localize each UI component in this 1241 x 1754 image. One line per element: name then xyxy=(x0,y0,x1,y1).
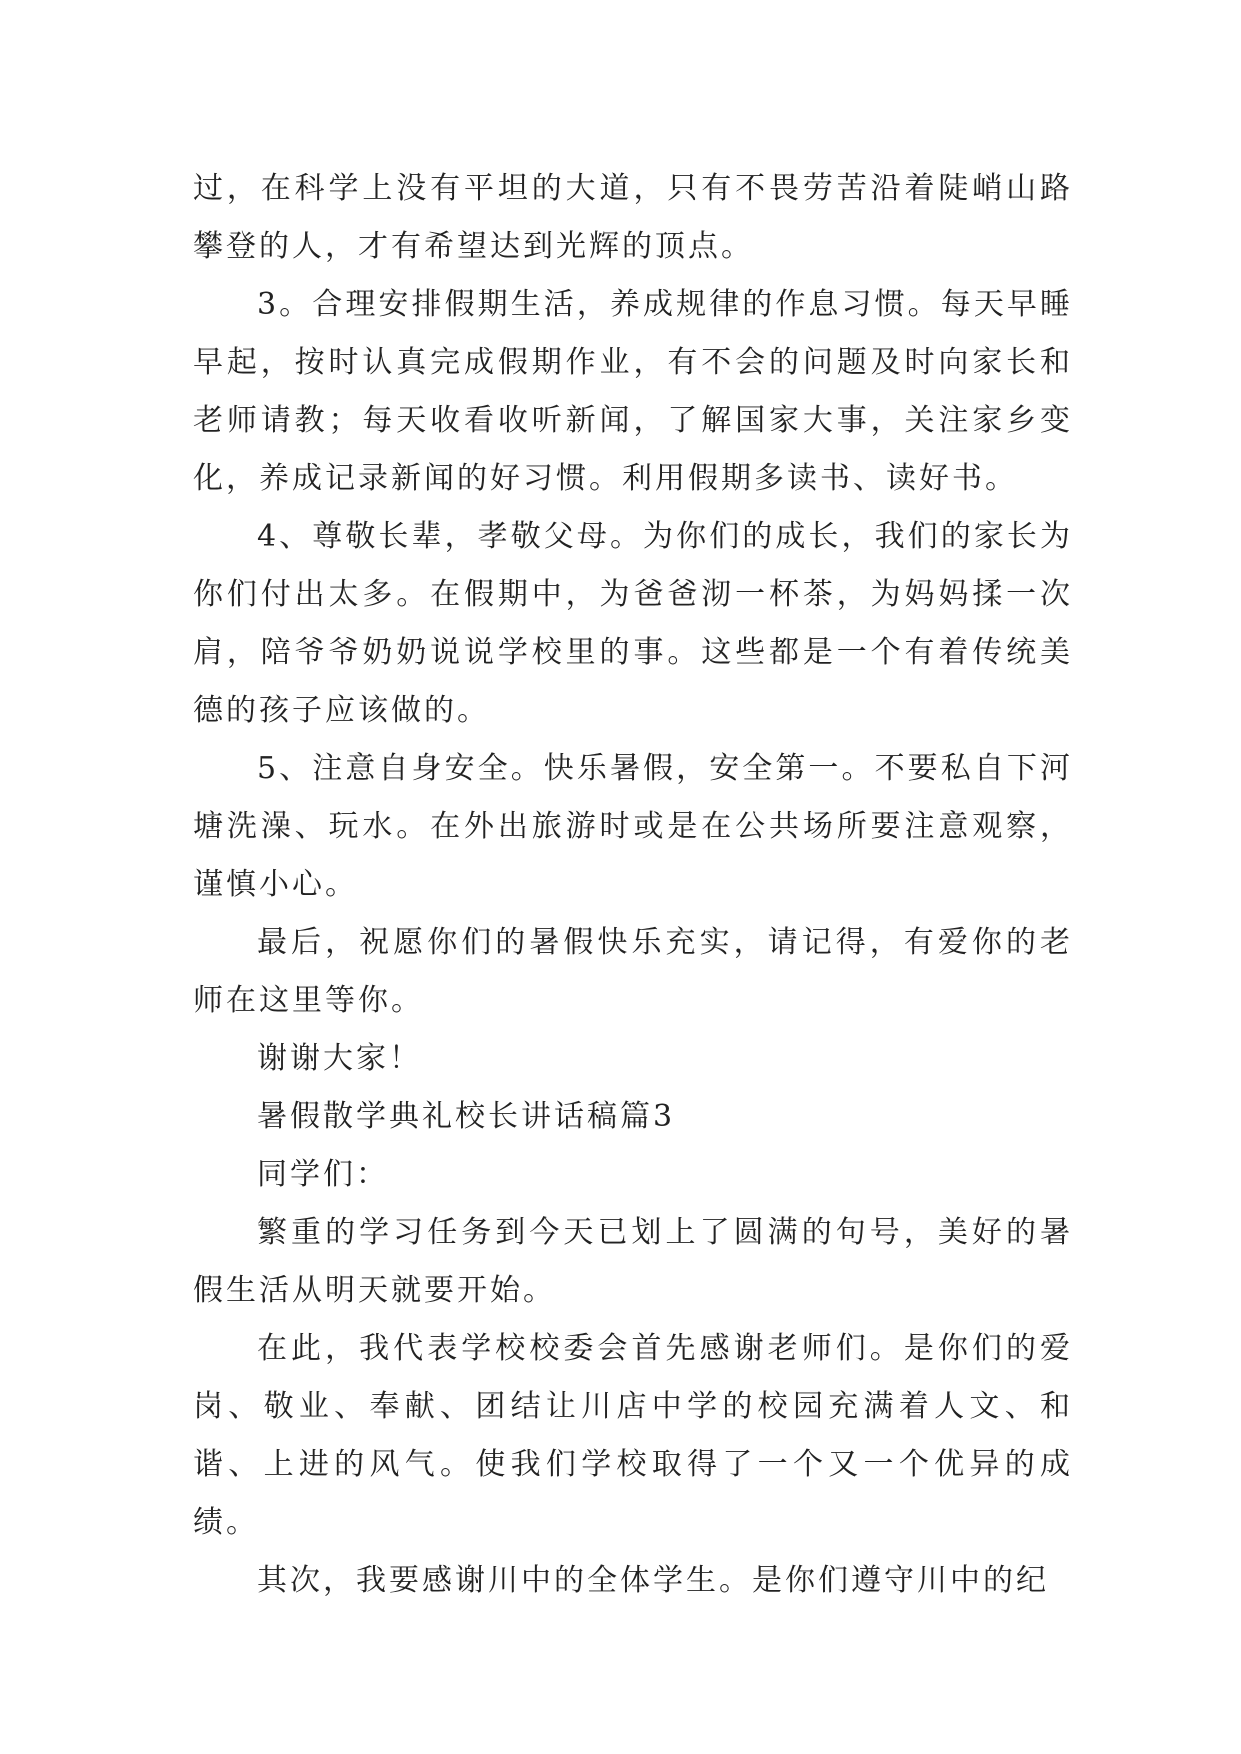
section-title: 暑假散学典礼校长讲话稿篇3 xyxy=(257,1099,676,1134)
paragraph: 3。合理安排假期生活，养成规律的作息习惯。每天早睡早起，按时认真完成假期作业，有不会的问题及时向家长和老师请教；每天收看收听新闻，了解国家大事，关注家乡变化，养成记录新闻的好习惯。利用假期多读书、读好书。 xyxy=(193,287,1073,496)
paragraph: 谢谢大家！ xyxy=(257,1041,422,1076)
paragraph: 过，在科学上没有平坦的大道，只有不畏劳苦沿着陡峭山路攀登的人，才有希望达到光辉的顶点。 xyxy=(193,171,1073,264)
paragraph: 最后，祝愿你们的暑假快乐充实，请记得，有爱你的老师在这里等你。 xyxy=(193,925,1073,1018)
paragraph: 其次，我要感谢川中的全体学生。是你们遵守川中的纪 xyxy=(257,1563,1049,1598)
document-body xyxy=(193,160,1073,1610)
paragraph: 5、注意自身安全。快乐暑假，安全第一。不要私自下河塘洗澡、玩水。在外出旅游时或是在公共场所要注意观察，谨慎小心。 xyxy=(193,751,1073,902)
paragraph: 在此，我代表学校校委会首先感谢老师们。是你们的爱岗、敬业、奉献、团结让川店中学的校园充满着人文、和谐、上进的风气。使我们学校取得了一个又一个优异的成绩。 xyxy=(193,1331,1073,1540)
paragraph: 4、尊敬长辈，孝敬父母。为你们的成长，我们的家长为你们付出太多。在假期中，为爸爸沏一杯茶，为妈妈揉一次肩，陪爷爷奶奶说说学校里的事。这些都是一个有着传统美德的孩子应该做的。 xyxy=(193,519,1073,728)
salutation: 同学们： xyxy=(257,1157,389,1192)
paragraph: 繁重的学习任务到今天已划上了圆满的句号，美好的暑假生活从明天就要开始。 xyxy=(193,1215,1073,1308)
